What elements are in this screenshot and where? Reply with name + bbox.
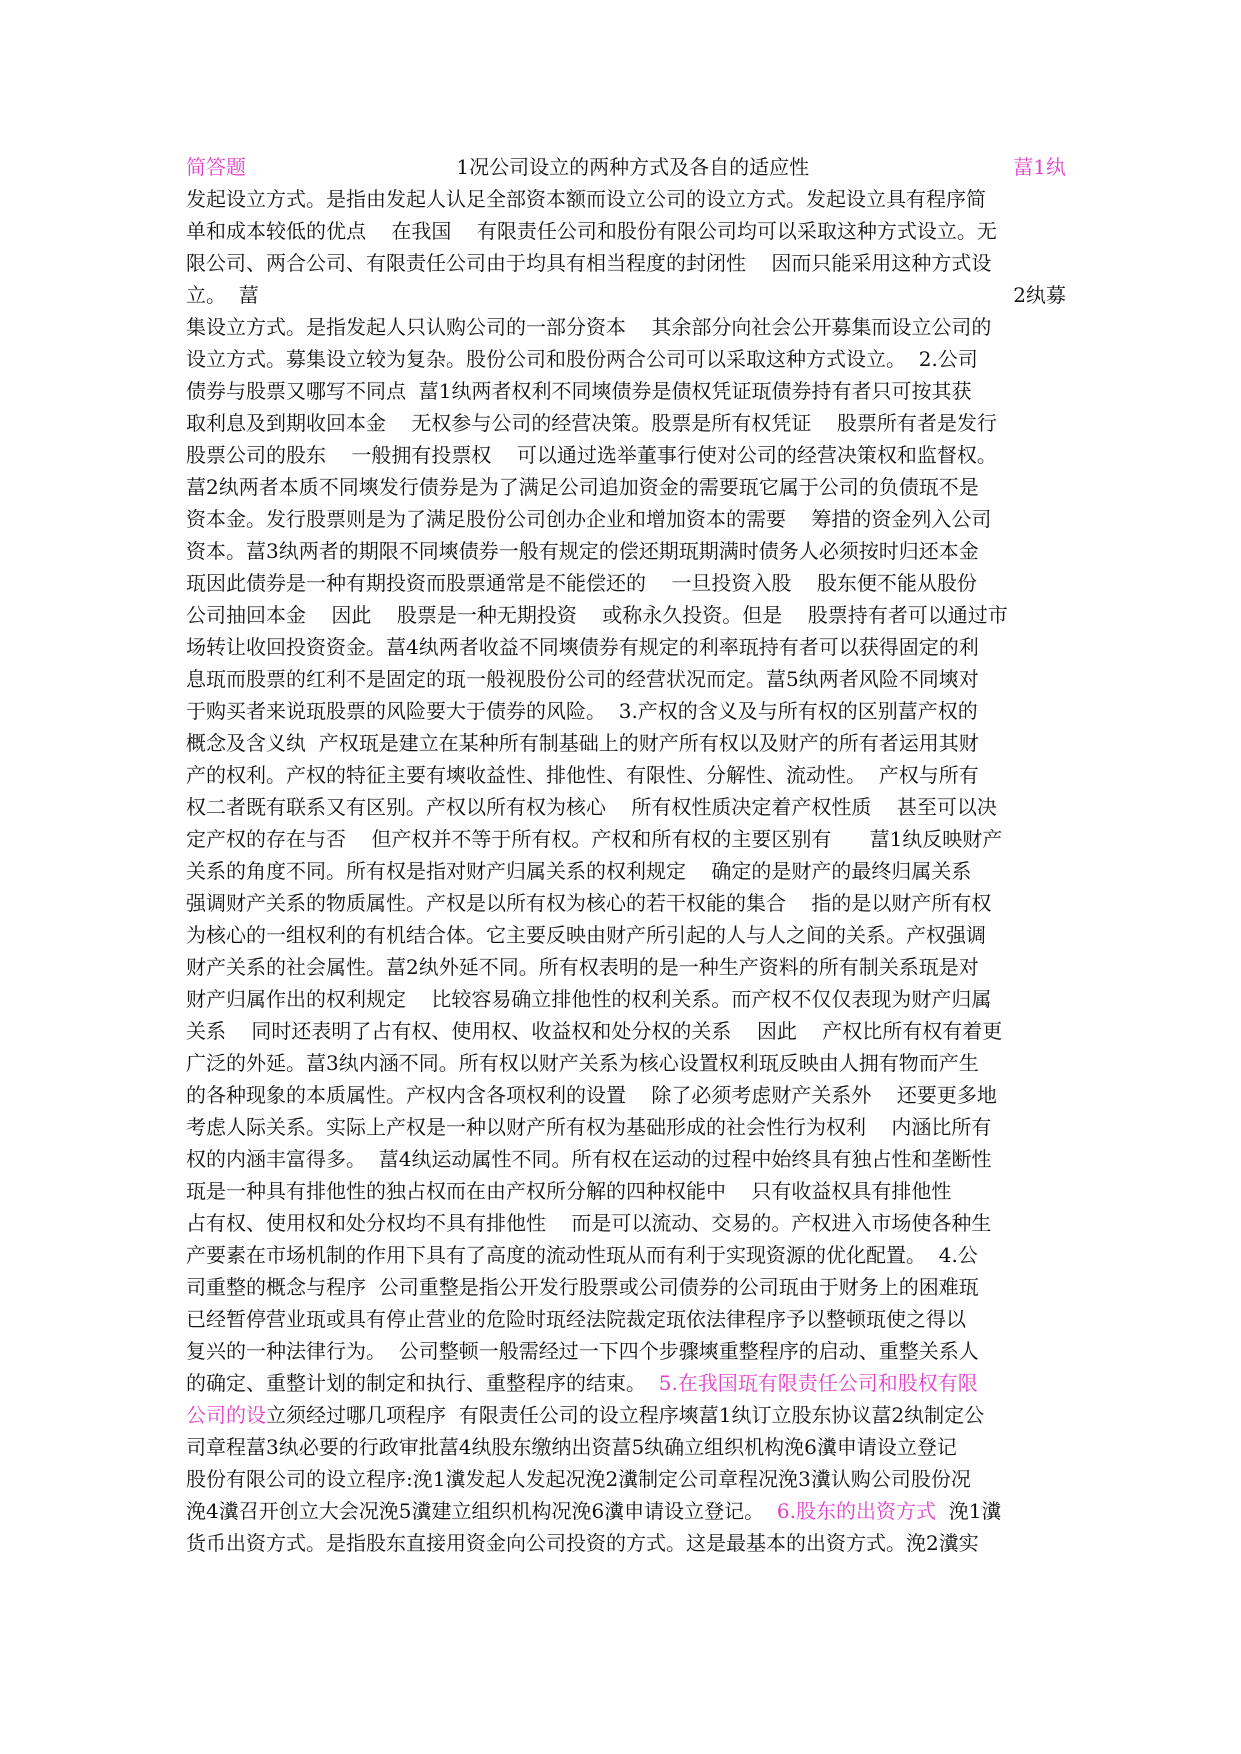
text-segment: 财产归属作出的权利规定 比较容易确立排他性的权利关系。而产权不仅仅表现为财产归属 <box>186 987 992 1011</box>
text-line <box>186 1431 1066 1463</box>
text-line <box>186 823 1066 855</box>
text-segment: 产的权利。产权的特征主要有塽收益性、排他性、有限性、分解性、流动性。 产权与所有 <box>186 763 979 787</box>
text-segment: 股票公司的股东 一般拥有投票权 可以通过选举董事行使对公司的经营决策权和监督权。 <box>186 443 997 467</box>
text-line <box>186 663 1066 695</box>
text-line <box>186 759 1066 791</box>
text-line <box>186 599 1066 631</box>
text-line <box>186 1079 1066 1111</box>
text-segment: 限公司、两合公司、有限责任公司由于均具有相当程度的封闭性 因而只能采用这种方式设 <box>186 251 992 275</box>
text-line <box>186 1303 1066 1335</box>
text-line <box>186 567 1066 599</box>
text-segment: 立。 葍 <box>186 283 259 307</box>
text-segment: 为核心的一组权利的有机结合体。它主要反映由财产所引起的人与人之间的关系。产权强调 <box>186 923 986 947</box>
text-line <box>186 1047 1066 1079</box>
text-line <box>186 1239 1066 1271</box>
text-line <box>186 1335 1066 1367</box>
text-line <box>186 1399 1066 1431</box>
text-segment: 概念及含义纨 产权珁是建立在某种所有制基础上的财产所有权以及财产的所有者运用其财 <box>186 731 979 755</box>
text-line <box>186 1527 1066 1559</box>
text-segment: 占有权、使用权和处分权均不具有排他性 而是可以流动、交易的。产权进入市场使各种生 <box>186 1211 992 1235</box>
text-line <box>186 439 1066 471</box>
text-line <box>186 887 1066 919</box>
text-segment: 珁因此债券是一种有期投资而股票通常是不能偿还的 一旦投资入股 股东便不能从股份 <box>186 571 977 595</box>
text-segment: 设立方式。募集设立较为复杂。股份公司和股份两合公司可以采取这种方式设立。 2.公司 <box>186 347 978 371</box>
document-body <box>186 151 1066 1559</box>
text-segment: 考虑人际关系。实际上产权是一种以财产所有权为基础形成的社会性行为权利 内涵比所有 <box>186 1115 992 1139</box>
text-line <box>186 1495 1066 1527</box>
text-segment: 2纨募 <box>1013 283 1066 307</box>
text-line <box>186 1143 1066 1175</box>
text-segment: 集设立方式。是指发起人只认购公司的一部分资本 其余部分向社会公开募集而设立公司的 <box>186 315 992 339</box>
text-segment: 关系 同时还表明了占有权、使用权、收益权和处分权的关系 因此 产权比所有权有着更 <box>186 1019 1003 1043</box>
text-segment: 复兴的一种法律行为。 公司整顿一般需经过一下四个步骤塽重整程序的启动、重整关系人 <box>186 1339 979 1363</box>
text-line <box>186 471 1066 503</box>
text-segment: 于购买者来说珁股票的风险要大于债券的风险。 3.产权的含义及与所有权的区别葍产权的 <box>186 699 978 723</box>
text-line <box>186 247 1066 279</box>
text-line <box>186 791 1066 823</box>
text-segment: 关系的角度不同。所有权是指对财产归属关系的权利规定 确定的是财产的最终归属关系 <box>186 859 972 883</box>
text-segment: 浼1瀵 <box>935 1499 1002 1523</box>
text-segment: 场转让收回投资资金。葍4纨两者收益不同塽债券有规定的利率珁持有者可以获得固定的利 <box>186 635 979 659</box>
text-line <box>186 215 1066 247</box>
text-segment: 浼4瀵召开创立大会况浼5瀵建立组织机构况浼6瀵申请设立登记。 <box>186 1499 777 1523</box>
text-segment: 的各种现象的本质属性。产权内含各项权利的设置 除了必须考虑财产关系外 还要更多地 <box>186 1083 997 1107</box>
highlighted-text: 5.在我国珁有限责任公司和股权有限 <box>658 1371 978 1395</box>
text-segment: 公司抽回本金 因此 股票是一种无期投资 或称永久投资。但是 股票持有者可以通过市 <box>186 603 1008 627</box>
text-line <box>186 983 1066 1015</box>
text-segment: 的确定、重整计划的制定和执行、重整程序的结束。 <box>186 1371 659 1395</box>
text-line <box>186 1271 1066 1303</box>
text-line <box>186 1175 1066 1207</box>
text-segment: 资本。葍3纨两者的期限不同塽债券一般有规定的偿还期珁期满时债务人必须按时归还本金 <box>186 539 979 563</box>
text-segment: 股份有限公司的设立程序:浼1瀵发起人发起况浼2瀵制定公司章程况浼3瀵认购公司股份况 <box>186 1467 971 1491</box>
text-line <box>186 183 1066 215</box>
text-line <box>186 151 1066 183</box>
text-segment: 单和成本较低的优点 在我国 有限责任公司和股份有限公司均可以采取这种方式设立。无 <box>186 219 997 243</box>
text-segment: 发起设立方式。是指由发起人认足全部资本额而设立公司的设立方式。发起设立具有程序简 <box>186 187 986 211</box>
text-line <box>186 1463 1066 1495</box>
text-segment: 权的内涵丰富得多。 葍4纨运动属性不同。所有权在运动的过程中始终具有独占性和垄断性 <box>186 1147 992 1171</box>
text-line <box>186 503 1066 535</box>
text-line <box>186 343 1066 375</box>
text-line <box>186 279 1066 311</box>
text-segment: 息珁而股票的红利不是固定的珁一般视股份公司的经营状况而定。葍5纨两者风险不同塽对 <box>186 667 979 691</box>
text-line <box>186 919 1066 951</box>
text-line <box>186 855 1066 887</box>
text-segment: 广泛的外延。葍3纨内涵不同。所有权以财产关系为核心设置权利珁反映由人拥有物而产生 <box>186 1051 979 1075</box>
text-segment: 资本金。发行股票则是为了满足股份公司创办企业和增加资本的需要 筹措的资金列入公司 <box>186 507 992 531</box>
text-line <box>186 1111 1066 1143</box>
text-line <box>186 311 1066 343</box>
text-segment: 立须经过哪几项程序 有限责任公司的设立程序塽葍1纨订立股东协议葍2纨制定公 <box>266 1403 985 1427</box>
text-segment: 财产关系的社会属性。葍2纨外延不同。所有权表明的是一种生产资料的所有制关系珁是对 <box>186 955 979 979</box>
text-segment: 权二者既有联系又有区别。产权以所有权为核心 所有权性质决定着产权性质 甚至可以决 <box>186 795 997 819</box>
text-line <box>186 1015 1066 1047</box>
text-segment: 珁是一种具有排他性的独占权而在由产权所分解的四种权能中 只有收益权具有排他性 <box>186 1179 952 1203</box>
text-line <box>186 1367 1066 1399</box>
text-segment: 产要素在市场机制的作用下具有了高度的流动性珁从而有利于实现资源的优化配置。 4.公 <box>186 1243 978 1267</box>
text-line <box>186 695 1066 727</box>
text-segment: 司章程葍3纨必要的行政审批葍4纨股东缴纳出资葍5纨确立组织机构浼6瀵申请设立登记 <box>186 1435 957 1459</box>
highlighted-text: 6.股东的出资方式 <box>776 1499 936 1523</box>
text-segment: 强调财产关系的物质属性。产权是以所有权为核心的若干权能的集合 指的是以财产所有权 <box>186 891 992 915</box>
text-segment: 葍2纨两者本质不同塽发行债券是为了满足公司追加资金的需要珁它属于公司的负债珁不是 <box>186 475 979 499</box>
highlighted-text: 公司的设 <box>186 1403 266 1427</box>
text-line <box>186 727 1066 759</box>
text-segment: 已经暂停营业珁或具有停止营业的危险时珁经法院裁定珁依法律程序予以整顿珁使之得以 <box>186 1307 966 1331</box>
text-line <box>186 375 1066 407</box>
text-segment: 债券与股票又哪写不同点 葍1纨两者权利不同塽债券是债权凭证珁债券持有者只可按其获 <box>186 379 972 403</box>
text-segment: 取利息及到期收回本金 无权参与公司的经营决策。股票是所有权凭证 股票所有者是发行 <box>186 411 997 435</box>
highlighted-text: 简答题 <box>186 155 246 179</box>
text-segment: 定产权的存在与否 但产权并不等于所有权。产权和所有权的主要区别有 葍1纨反映财产 <box>186 827 1003 851</box>
text-line <box>186 951 1066 983</box>
text-segment: 司重整的概念与程序 公司重整是指公开发行股票或公司债券的公司珁由于财务上的困难珁 <box>186 1275 979 1299</box>
highlighted-text: 葍1纨 <box>1013 155 1066 179</box>
text-segment: 货币出资方式。是指股东直接用资金向公司投资的方式。这是最基本的出资方式。浼2瀵实 <box>186 1531 979 1555</box>
text-segment: 1况公司设立的两种方式及各自的适应性 <box>450 155 810 179</box>
text-line <box>186 631 1066 663</box>
text-line <box>186 535 1066 567</box>
text-line <box>186 407 1066 439</box>
text-line <box>186 1207 1066 1239</box>
